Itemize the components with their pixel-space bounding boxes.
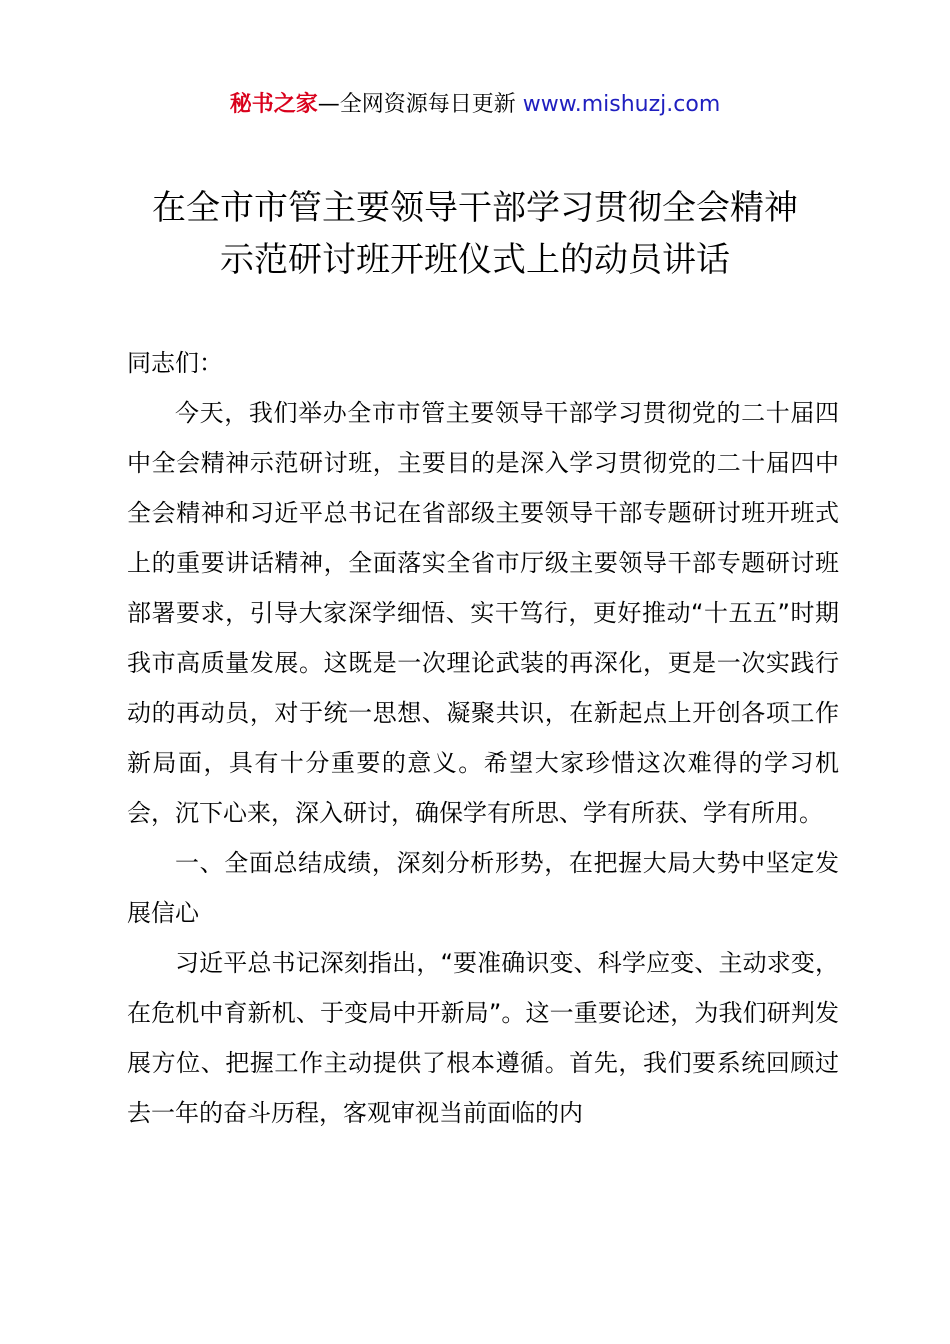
salutation: 同志们： (127, 349, 223, 377)
document-title (60, 182, 890, 286)
header-slogan: —全网资源每日更新 (317, 92, 523, 117)
site-header (0, 88, 950, 122)
brand-name: 秘书之家 (229, 92, 318, 117)
title-line-2: 示范研讨班开班仪式上的动员讲话 (220, 240, 730, 280)
section-heading-1: 一、全面总结成绩，深刻分析形势，在把握大局大势中坚定发展信心 (127, 849, 839, 927)
site-url-link[interactable]: www.mishuzj.com (522, 92, 721, 117)
body-paragraph-section-1: 习近平总书记深刻指出，“要准确识变、科学应变、主动求变，在危机中育新机、于变局中开新局”。这一重要论述，为我们研判发展方位、把握工作主动提供了根本遵循。首先，我们要系统回顾过去一年的奋斗历程，客观审视当前面临的内 (127, 949, 839, 1127)
document-body (127, 338, 839, 1138)
title-line-1: 在全市市管主要领导干部学习贯彻全会精神 (152, 188, 798, 228)
body-paragraph-intro: 今天，我们举办全市市管主要领导干部学习贯彻党的二十届四中全会精神示范研讨班，主要目的是深入学习贯彻党的二十届四中全会精神和习近平总书记在省部级主要领导干部专题研讨班开班式上的重要讲话精神，全面落实全省市厅级主要领导干部专题研讨班部署要求，引导大家深学细悟、实干笃行，更好推动“十五五”时期我市高质量发展。这既是一次理论武装的再深化，更是一次实践行动的再动员，对于统一思想、凝聚共识，在新起点上开创各项工作新局面，具有十分重要的意义。希望大家珍惜这次难得的学习机会，沉下心来，深入研讨，确保学有所思、学有所获、学有所用。 (127, 399, 839, 827)
